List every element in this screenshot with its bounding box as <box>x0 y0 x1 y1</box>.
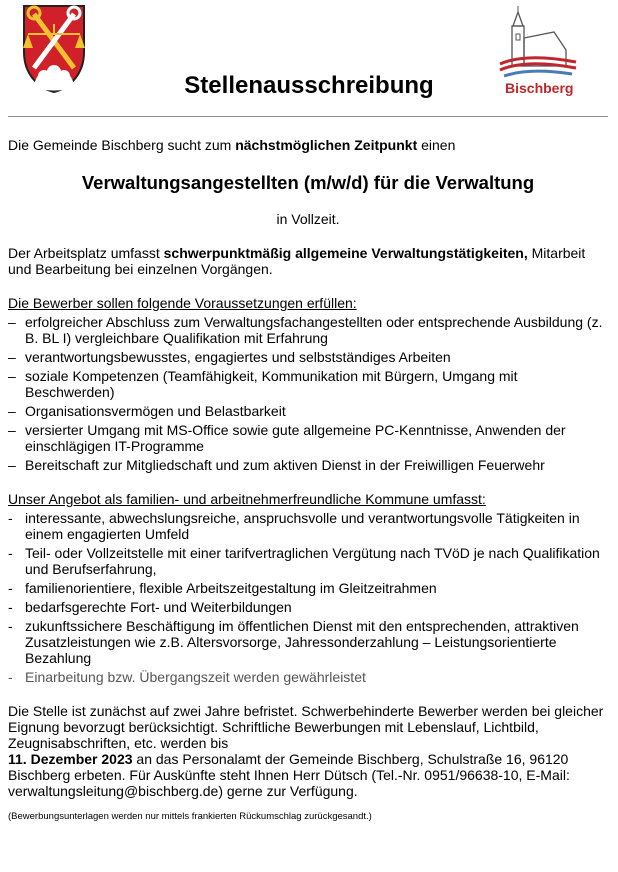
list-item <box>8 403 608 419</box>
list-item <box>8 618 608 666</box>
list-marker: - <box>8 510 13 526</box>
page-title: Stellenausschreibung <box>184 72 434 99</box>
intro-text-end: einen <box>417 137 456 153</box>
document-body <box>8 137 608 823</box>
list-item-text: Teil- oder Vollzeitstelle mit einer tarifvertraglichen Vergütung nach TVöD je nach Qualifikation und Berufserfahrung, <box>25 545 600 577</box>
workplace-text-end: Mitarbeit und Bearbeitung bei einzelnen Vorgängen. <box>8 245 586 277</box>
list-item <box>8 457 608 473</box>
workplace-text: Der Arbeitsplatz umfasst <box>8 245 164 261</box>
list-item <box>8 599 608 615</box>
list-marker: - <box>8 599 13 615</box>
closing-contact-text: an das Personalamt der Gemeinde Bischberg, Schulstraße 16, 96120 Bischberg erbeten. Für Auskünfte steht Ihnen Herr Dütsch (Tel.-Nr. 0951/96638-10, E-Mail: verwaltungsleitung@bischberg.de) gerne zur Verfügung. <box>8 751 570 799</box>
header-divider <box>8 116 608 117</box>
list-marker: – <box>8 349 16 365</box>
list-marker: - <box>8 669 13 685</box>
list-item-text: interessante, abwechslungsreiche, anspruchsvolle und verantwortungsvolle Tätigkeiten in einem engagierten Umfeld <box>25 510 580 542</box>
list-marker: - <box>8 618 13 634</box>
list-item-text: Bereitschaft zur Mitgliedschaft und zum aktiven Dienst in der Freiwilligen Feuerwehr <box>25 457 545 473</box>
list-marker: – <box>8 422 16 438</box>
list-item-text: bedarfsgerechte Fort- und Weiterbildungen <box>25 599 292 615</box>
list-item <box>8 545 608 577</box>
list-marker: – <box>8 314 16 330</box>
list-item <box>8 580 608 596</box>
job-title: Verwaltungsangestellten (m/w/d) für die Verwaltung <box>81 172 535 193</box>
list-item <box>8 510 608 542</box>
offer-heading: Unser Angebot als familien- und arbeitnehmerfreundliche Kommune umfasst: <box>8 491 486 507</box>
offer-list <box>8 510 608 685</box>
requirements-list <box>8 314 608 473</box>
list-item <box>8 349 608 365</box>
list-item-text: verantwortungsbewusstes, engagiertes und selbstständiges Arbeiten <box>25 349 451 365</box>
logo-wordmark: Bischberg <box>505 80 574 96</box>
list-item <box>8 669 608 685</box>
list-item-text: Einarbeitung bzw. Übergangszeit werden gewährleistet <box>25 669 366 685</box>
list-item <box>8 422 608 454</box>
closing-text: Die Stelle ist zunächst auf zwei Jahre befristet. Schwerbehinderte Bewerber werden bei gleicher Eignung bevorzugt berücksichtigt. Schriftliche Bewerbungen mit Lebenslauf, Lichtbild, Zeugnisabschriften, etc. werden bis <box>8 703 604 751</box>
workplace-emphasis: schwerpunktmäßig allgemeine Verwaltungstätigkeiten, <box>163 245 528 261</box>
closing-paragraph <box>8 703 608 799</box>
workplace-paragraph <box>8 245 608 277</box>
list-item-text: versierter Umgang mit MS-Office sowie gute allgemeine PC-Kenntnisse, Anwenden der einschlägigen IT-Programme <box>25 422 566 454</box>
requirements-heading: Die Bewerber sollen folgende Voraussetzungen erfüllen: <box>8 295 357 311</box>
list-item-text: soziale Kompetenzen (Teamfähigkeit, Kommunikation mit Bürgern, Umgang mit Beschwerden) <box>25 368 518 400</box>
application-deadline: 11. Dezember 2023 <box>8 751 133 767</box>
list-item <box>8 314 608 346</box>
list-marker: - <box>8 580 13 596</box>
list-item-text: Organisationsvermögen und Belastbarkeit <box>25 403 286 419</box>
list-marker: – <box>8 403 16 419</box>
footnote: (Bewerbungsunterlagen werden nur mittels frankierten Rückumschlag zurückgesandt.) <box>8 811 372 822</box>
list-item-text: erfolgreicher Abschluss zum Verwaltungsfachangestellten oder entsprechende Ausbildung (z. B. BL I) vergleichbare Qualifikation mit Erfahrung <box>25 314 603 346</box>
intro-text: Die Gemeinde Bischberg sucht zum <box>8 137 236 153</box>
employment-type: in Vollzeit. <box>276 211 340 227</box>
list-marker: – <box>8 368 16 384</box>
intro-paragraph <box>8 137 608 153</box>
list-item-text: familienorientiere, flexible Arbeitszeitgestaltung im Gleitzeitrahmen <box>25 580 437 596</box>
list-item-text: zukunftssichere Beschäftigung im öffentlichen Dienst mit den entsprechenden, attraktiven Zusatzleistungen wie z.B. Altersvorsorge, Jahressonderzahlung – Leistungsorientierte Bezahlung <box>25 618 579 666</box>
intro-emphasis: nächstmöglichen Zeitpunkt <box>235 137 418 153</box>
header <box>0 0 618 118</box>
list-marker: - <box>8 545 13 561</box>
list-item <box>8 368 608 400</box>
list-marker: – <box>8 457 16 473</box>
